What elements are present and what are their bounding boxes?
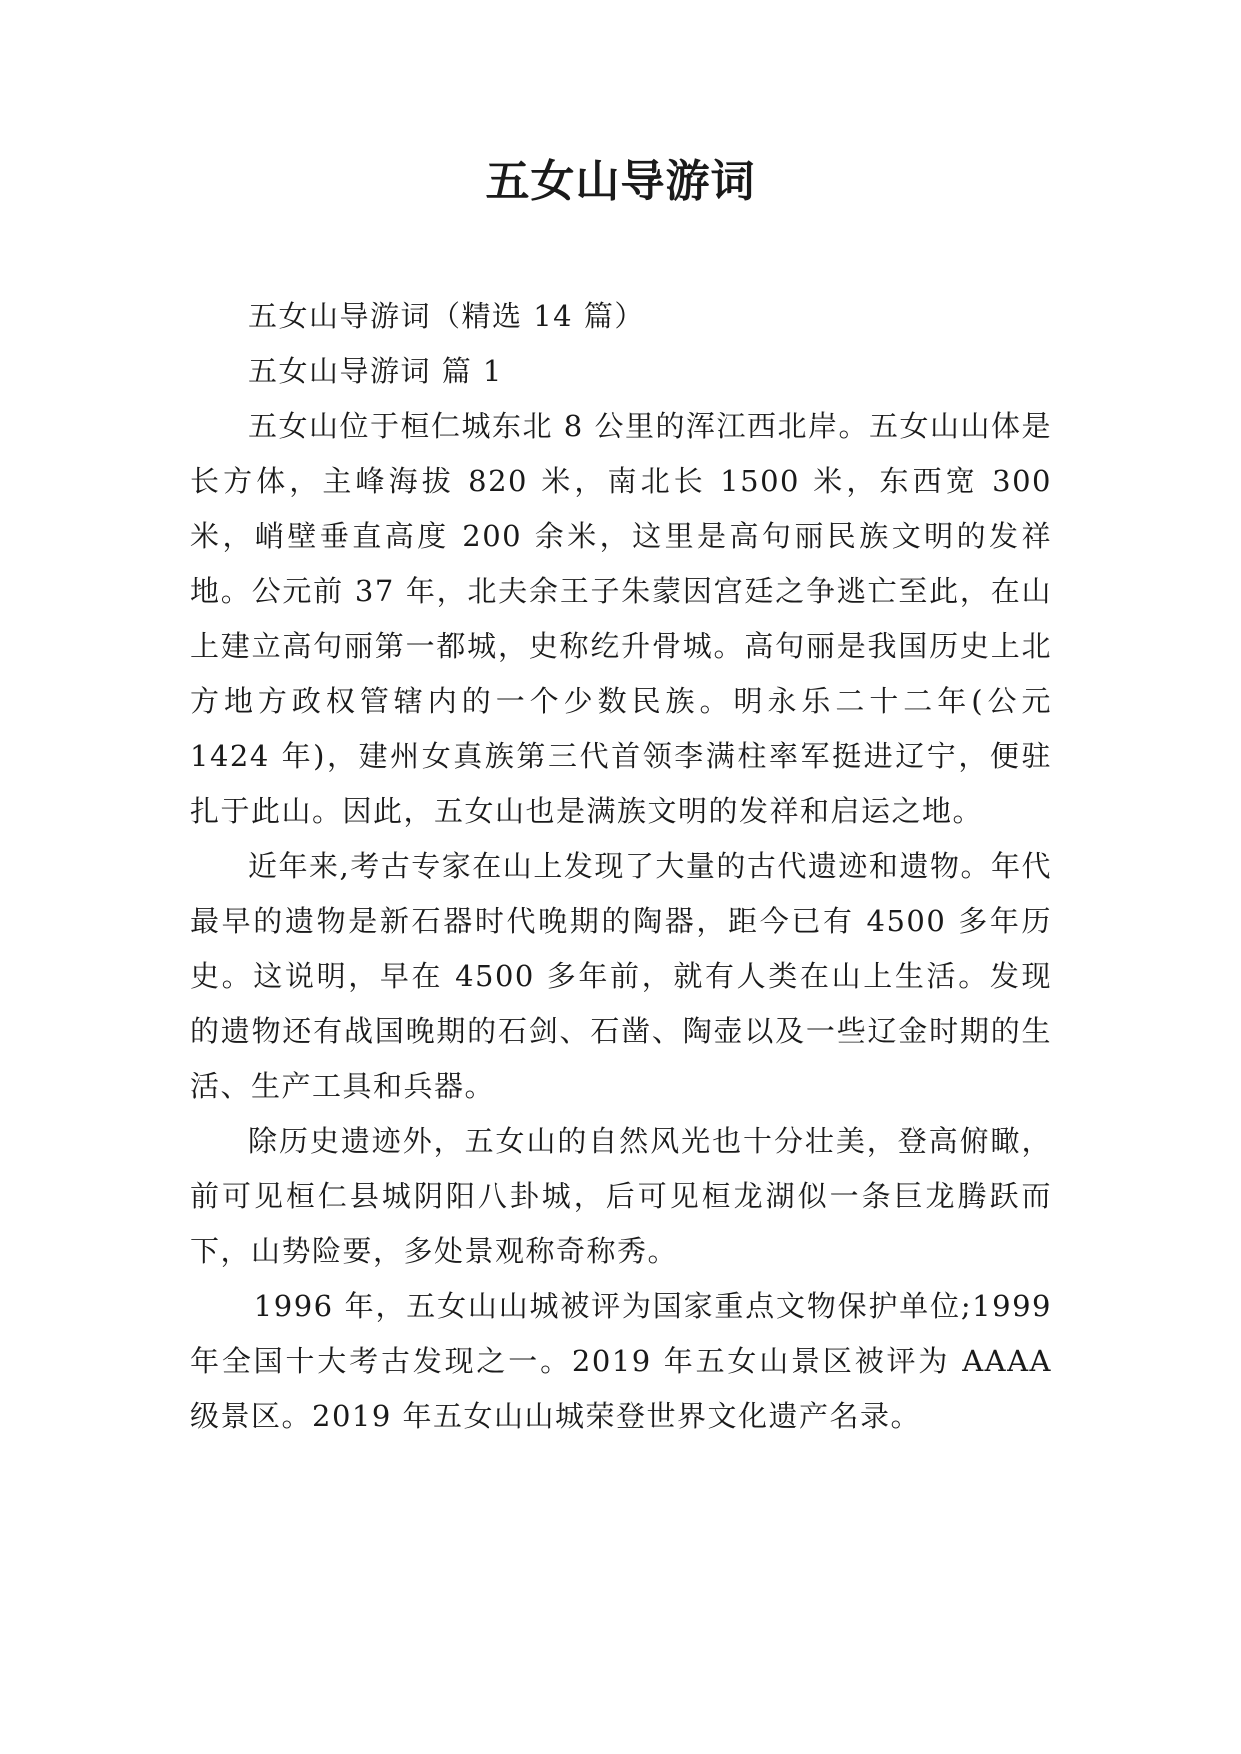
document-body (190, 289, 1052, 1444)
subtitle-paragraph: 五女山导游词（精选 14 篇） (248, 299, 645, 333)
body-paragraph: 近年来,考古专家在山上发现了大量的古代遗迹和遗物。年代最早的遗物是新石器时代晚期的陶器，距今已有 4500 多年历史。这说明，早在 4500 多年前，就有人类在山上生活。发现的遗物还有战国晚期的石剑、石凿、陶壶以及一些辽金时期的生活、生产工具和兵器。 (190, 849, 1052, 1103)
section-heading: 五女山导游词 篇 1 (248, 354, 503, 388)
body-paragraph: 除历史遗迹外，五女山的自然风光也十分壮美，登高俯瞰，前可见桓仁县城阴阳八卦城，后可见桓龙湖似一条巨龙腾跃而下，山势险要，多处景观称奇称秀。 (190, 1124, 1052, 1268)
document-title: 五女山导游词 (485, 156, 756, 207)
body-paragraph: 五女山位于桓仁城东北 8 公里的浑江西北岸。五女山山体是长方体，主峰海拔 820 米，南北长 1500 米，东西宽 300 米，峭壁垂直高度 200 余米，这里是高句丽民族文明的发祥地。公元前 37 年，北夫余王子朱蒙因宫廷之争逃亡至此，在山上建立高句丽第一都城，史称纥升骨城。高句丽是我国历史上北方地方政权管辖内的一个少数民族。明永乐二十二年(公元 1424 年)，建州女真族第三代首领李满柱率军挺进辽宁，便驻扎于此山。因此，五女山也是满族文明的发祥和启运之地。 (190, 409, 1052, 828)
body-paragraph: 1996 年，五女山山城被评为国家重点文物保护单位;1999 年全国十大考古发现之一。2019 年五女山景区被评为 AAAA 级景区。2019 年五女山山城荣登世界文化遗产名录。 (190, 1289, 1052, 1433)
